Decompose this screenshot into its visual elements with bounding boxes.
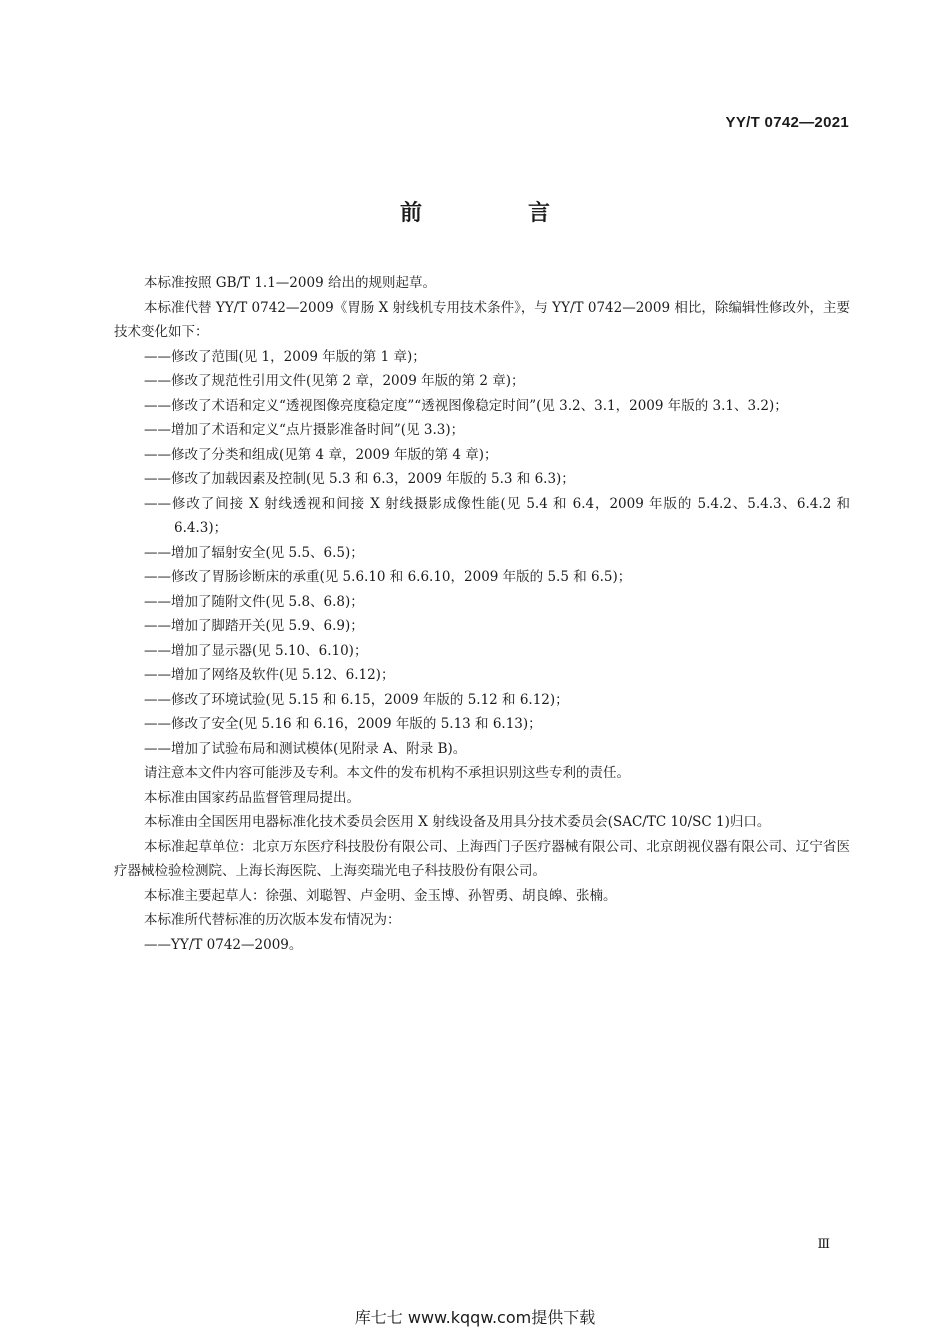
change-item: ——修改了安全(见 5.16 和 6.16，2009 年版的 5.13 和 6.13)； [144, 716, 542, 732]
paragraph-drafting-units: 本标准起草单位：北京万东医疗科技股份有限公司、上海西门子医疗器械有限公司、北京朗视仪器有限公司、辽宁省医疗器械检验检测院、上海长海医院、上海奕瑞光电子科技股份有限公司。 [114, 838, 850, 879]
change-item: ——修改了环境试验(见 5.15 和 6.15，2009 年版的 5.12 和 6.12)； [144, 691, 569, 708]
change-item: ——修改了胃肠诊断床的承重(见 5.6.10 和 6.6.10，2009 年版的 5.5 和 6.5)； [144, 569, 632, 585]
paragraph-drafting-rules: 本标准按照 GB/T 1.1—2009 给出的规则起草。 [144, 275, 436, 291]
change-item: ——增加了网络及软件(见 5.12、6.12)； [144, 667, 395, 683]
change-item: ——修改了范围(见 1，2009 年版的第 1 章)； [144, 348, 426, 365]
page-title: 前 言 [399, 201, 592, 226]
change-item: ——修改了加载因素及控制(见 5.3 和 6.3，2009 年版的 5.3 和 6.3)； [144, 471, 575, 487]
paragraph-administration: 本标准由全国医用电器标准化技术委员会医用 X 射线设备及用具分技术委员会(SAC/TC 10/SC 1)归口。 [144, 814, 771, 830]
change-item: ——增加了脚踏开关(见 5.9、6.9)； [144, 618, 364, 634]
change-item: ——修改了分类和组成(见第 4 章，2009 年版的第 4 章)； [144, 446, 498, 463]
paragraph-replacement: 本标准代替 YY/T 0742—2009《胃肠 X 射线机专用技术条件》，与 YY/T 0742—2009 相比，除编辑性修改外，主要技术变化如下： [114, 299, 850, 340]
change-item: ——修改了规范性引用文件(见第 2 章，2009 年版的第 2 章)； [144, 373, 525, 389]
change-item: ——增加了随附文件(见 5.8、6.8)； [144, 593, 364, 610]
change-item: ——增加了试验布局和测试模体(见附录 A、附录 B)。 [144, 740, 467, 757]
change-item: ——修改了间接 X 射线透视和间接 X 射线摄影成像性能(见 5.4 和 6.4，2009 年版的 5.4.2、5.4.3、6.4.2 和 6.4.3)； [144, 495, 850, 536]
page-number: Ⅲ [817, 1237, 830, 1252]
paragraph-previous-editions: 本标准所代替标准的历次版本发布情况为： [144, 912, 401, 928]
standard-code: YY/T 0742—2021 [725, 114, 849, 131]
paragraph-drafters: 本标准主要起草人：徐强、刘聪智、卢金明、金玉博、孙智勇、胡良皞、张楠。 [144, 887, 617, 904]
paragraph-previous-edition-item: ——YY/T 0742—2009。 [144, 936, 303, 953]
paragraph-proposer: 本标准由国家药品监督管理局提出。 [144, 789, 360, 806]
change-item: ——增加了显示器(见 5.10、6.10)； [144, 642, 368, 659]
change-item: ——增加了辐射安全(见 5.5、6.5)； [144, 544, 364, 561]
paragraph-patent-notice: 请注意本文件内容可能涉及专利。本文件的发布机构不承担识别这些专利的责任。 [144, 765, 630, 781]
document-body [114, 271, 850, 957]
change-item: ——增加了术语和定义“点片摄影准备时间”(见 3.3)； [144, 422, 465, 438]
change-item: ——修改了术语和定义“透视图像亮度稳定度”“透视图像稳定时间”(见 3.2、3.1，2009 年版的 3.1、3.2)； [144, 397, 788, 414]
footer-watermark: 库七七 www.kqqw.com提供下载 [354, 1308, 596, 1327]
